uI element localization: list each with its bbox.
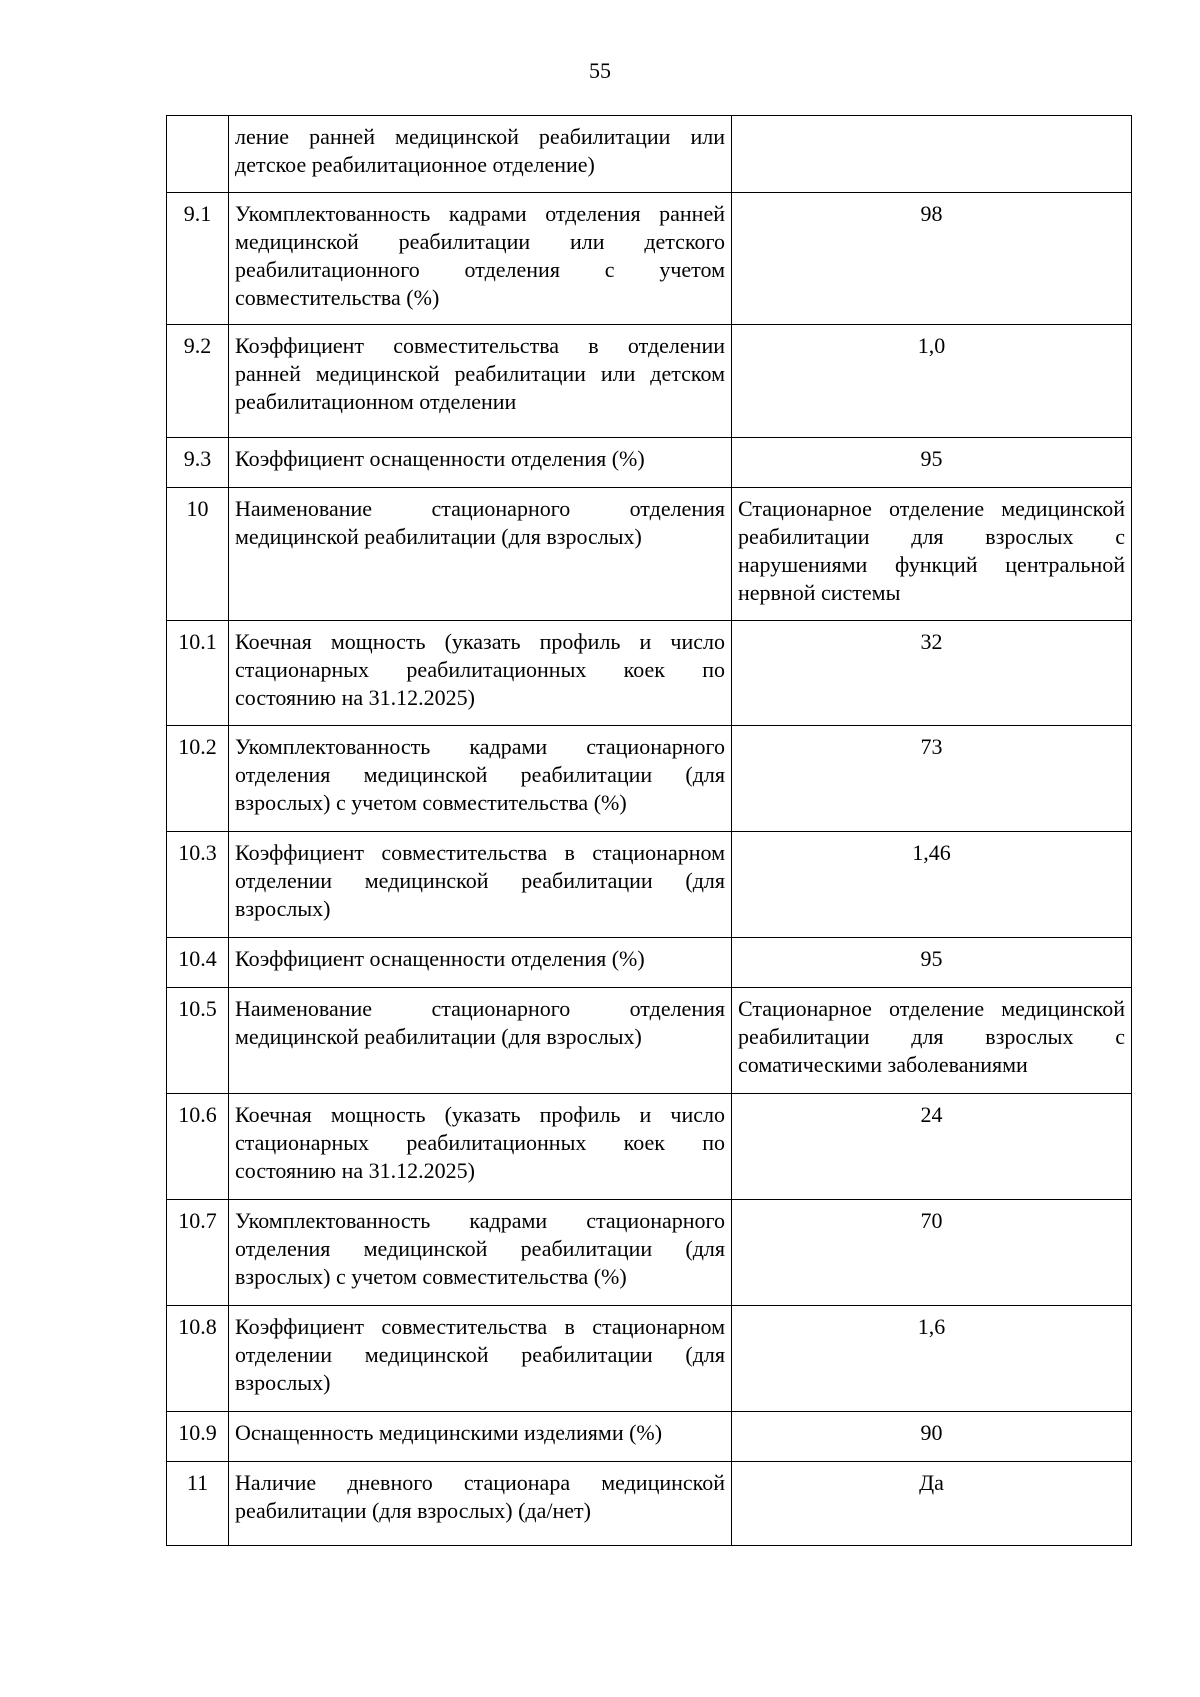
row-description: Коечная мощность (указать профиль и число стационарных реабилитационных коек по состоянию на 31.12.2025) (229, 621, 732, 726)
row-description: Коэффициент оснащенности отделения (%) (229, 438, 732, 488)
row-value: 95 (732, 938, 1132, 988)
row-number: 10.4 (167, 938, 229, 988)
row-value: 95 (732, 438, 1132, 488)
row-value: 73 (732, 726, 1132, 832)
table-row (167, 488, 1132, 621)
table-row (167, 438, 1132, 488)
row-number: 9.3 (167, 438, 229, 488)
row-number: 10 (167, 488, 229, 621)
row-number: 10.2 (167, 726, 229, 832)
row-description: Укомплектованность кадрами стационарного отделения медицинской реабилитации (для взрослых) с учетом совместительства (%) (229, 1200, 732, 1306)
table-row (167, 1200, 1132, 1306)
row-number: 10.9 (167, 1412, 229, 1462)
row-value (732, 116, 1132, 193)
row-description: Наличие дневного стационара медицинской реабилитации (для взрослых) (да/нет) (229, 1462, 732, 1546)
table-row (167, 193, 1132, 325)
row-number: 10.6 (167, 1094, 229, 1200)
row-value: Стационарное отделение медицинской реабилитации для взрослых с соматическими заболеваниями (732, 988, 1132, 1094)
row-value: 24 (732, 1094, 1132, 1200)
row-description: Оснащенность медицинскими изделиями (%) (229, 1412, 732, 1462)
row-description: Наименование стационарного отделения медицинской реабилитации (для взрослых) (229, 988, 732, 1094)
table-row (167, 116, 1132, 193)
row-value: 32 (732, 621, 1132, 726)
table-row (167, 621, 1132, 726)
row-description: Наименование стационарного отделения медицинской реабилитации (для взрослых) (229, 488, 732, 621)
row-description: Коэффициент совместительства в стационарном отделении медицинской реабилитации (для взрослых) (229, 832, 732, 938)
row-number: 10.8 (167, 1306, 229, 1412)
row-value: 98 (732, 193, 1132, 325)
row-value: 1,46 (732, 832, 1132, 938)
row-value: 1,0 (732, 325, 1132, 438)
row-description: Коечная мощность (указать профиль и число стационарных реабилитационных коек по состоянию на 31.12.2025) (229, 1094, 732, 1200)
row-value: 70 (732, 1200, 1132, 1306)
row-value: 1,6 (732, 1306, 1132, 1412)
row-description: ление ранней медицинской реабилитации или детское реабилитационное отделение) (229, 116, 732, 193)
row-value: Да (732, 1462, 1132, 1546)
row-number: 10.7 (167, 1200, 229, 1306)
row-value: Стационарное отделение медицинской реабилитации для взрослых с нарушениями функций центральной нервной системы (732, 488, 1132, 621)
table-row (167, 938, 1132, 988)
table-row (167, 1412, 1132, 1462)
row-value: 90 (732, 1412, 1132, 1462)
row-description: Коэффициент совместительства в стационарном отделении медицинской реабилитации (для взрослых) (229, 1306, 732, 1412)
table-row (167, 1094, 1132, 1200)
row-number (167, 116, 229, 193)
row-number: 9.1 (167, 193, 229, 325)
row-number: 11 (167, 1462, 229, 1546)
page-number: 55 (589, 58, 611, 83)
row-number: 10.3 (167, 832, 229, 938)
table-row (167, 325, 1132, 438)
table-row (167, 726, 1132, 832)
row-description: Коэффициент оснащенности отделения (%) (229, 938, 732, 988)
table-row (167, 1462, 1132, 1546)
table-row (167, 832, 1132, 938)
row-description: Коэффициент совместительства в отделении ранней медицинской реабилитации или детском реабилитационном отделении (229, 325, 732, 438)
row-number: 10.1 (167, 621, 229, 726)
row-number: 9.2 (167, 325, 229, 438)
row-number: 10.5 (167, 988, 229, 1094)
row-description: Укомплектованность кадрами отделения ранней медицинской реабилитации или детского реабилитационного отделения с учетом совместительства (%) (229, 193, 732, 325)
table-row (167, 988, 1132, 1094)
row-description: Укомплектованность кадрами стационарного отделения медицинской реабилитации (для взрослых) с учетом совместительства (%) (229, 726, 732, 832)
table-row (167, 1306, 1132, 1412)
indicators-table (166, 115, 1132, 1546)
